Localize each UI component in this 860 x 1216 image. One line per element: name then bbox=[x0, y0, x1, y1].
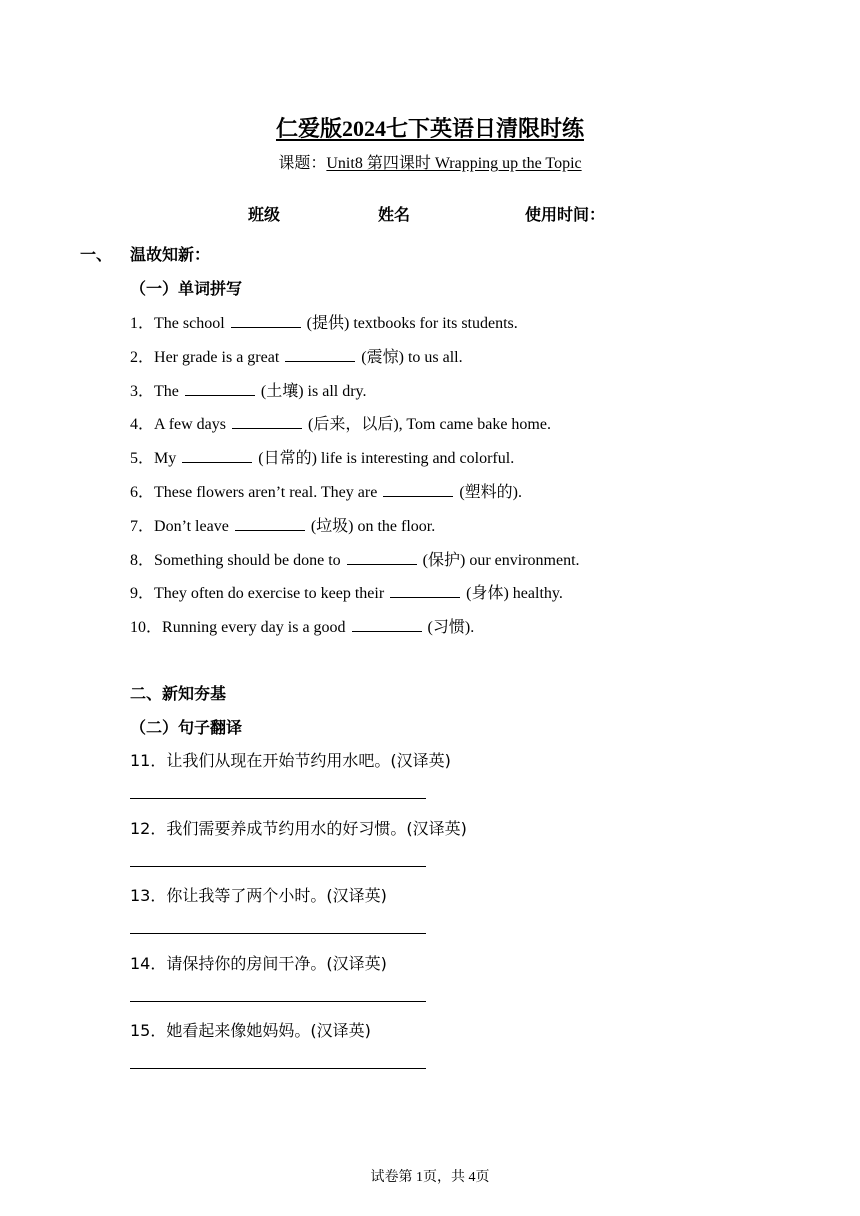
spelling-item: 6．These flowers aren’t real. They are (塑料的). bbox=[130, 484, 522, 501]
translation-item: 11．让我们从现在开始节约用水吧。(汉译英) bbox=[130, 751, 451, 770]
page-footer: 试卷第 1页，共 4页 bbox=[370, 1170, 490, 1185]
answer-line[interactable] bbox=[130, 866, 426, 867]
spelling-item: 9．They often do exercise to keep their (身体) healthy. bbox=[130, 585, 563, 602]
lesson-subtitle bbox=[0, 150, 860, 173]
time-label: 使用时间： bbox=[525, 207, 606, 224]
answer-line[interactable] bbox=[130, 1068, 426, 1069]
answer-line[interactable] bbox=[130, 798, 426, 799]
section1-number: 一、 bbox=[80, 247, 113, 264]
subtitle-topic: Unit8 第四课时 Wrapping up the Topic bbox=[326, 155, 582, 172]
spelling-item: 8．Something should be done to (保护) our environment. bbox=[130, 552, 580, 569]
spelling-item: 2．Her grade is a great (震惊) to us all. bbox=[130, 349, 463, 366]
answer-blank[interactable] bbox=[185, 381, 255, 396]
class-label: 班级 bbox=[248, 207, 281, 224]
answer-blank[interactable] bbox=[232, 414, 302, 429]
section1-title: 温故知新： bbox=[130, 247, 211, 264]
spelling-item: 4．A few days (后来，以后), Tom came bake home. bbox=[130, 416, 551, 433]
name-label: 姓名 bbox=[378, 207, 411, 224]
answer-blank[interactable] bbox=[285, 347, 355, 362]
answer-blank[interactable] bbox=[235, 516, 305, 531]
section2-subtitle: （二）句子翻译 bbox=[130, 720, 243, 737]
spelling-item: 3．The (土壤) is all dry. bbox=[130, 383, 367, 400]
answer-blank[interactable] bbox=[347, 550, 417, 565]
spelling-item: 5．My (日常的) life is interesting and colorful. bbox=[130, 450, 515, 467]
spelling-item: 7．Don’t leave (垃圾) on the floor. bbox=[130, 518, 436, 535]
translation-item: 13．你让我等了两个小时。(汉译英) bbox=[130, 886, 387, 905]
answer-blank[interactable] bbox=[231, 313, 301, 328]
section2-title: 二、新知夯基 bbox=[130, 686, 227, 703]
translation-item: 15．她看起来像她妈妈。(汉译英) bbox=[130, 1021, 371, 1040]
spelling-item: 1．The school (提供) textbooks for its students. bbox=[130, 315, 518, 332]
subtitle-prefix: 课题： bbox=[278, 155, 327, 172]
answer-blank[interactable] bbox=[390, 583, 460, 598]
answer-blank[interactable] bbox=[352, 617, 422, 632]
translation-item: 14．请保持你的房间干净。(汉译英) bbox=[130, 954, 387, 973]
section1-subtitle: （一）单词拼写 bbox=[130, 281, 243, 298]
worksheet-title: 仁爱版2024七下英语日清限时练 bbox=[275, 116, 584, 141]
answer-blank[interactable] bbox=[182, 448, 252, 463]
answer-line[interactable] bbox=[130, 1001, 426, 1002]
spelling-item: 10．Running every day is a good (习惯). bbox=[130, 619, 475, 636]
translation-item: 12．我们需要养成节约用水的好习惯。(汉译英) bbox=[130, 819, 467, 838]
answer-blank[interactable] bbox=[383, 482, 453, 497]
answer-line[interactable] bbox=[130, 933, 426, 934]
